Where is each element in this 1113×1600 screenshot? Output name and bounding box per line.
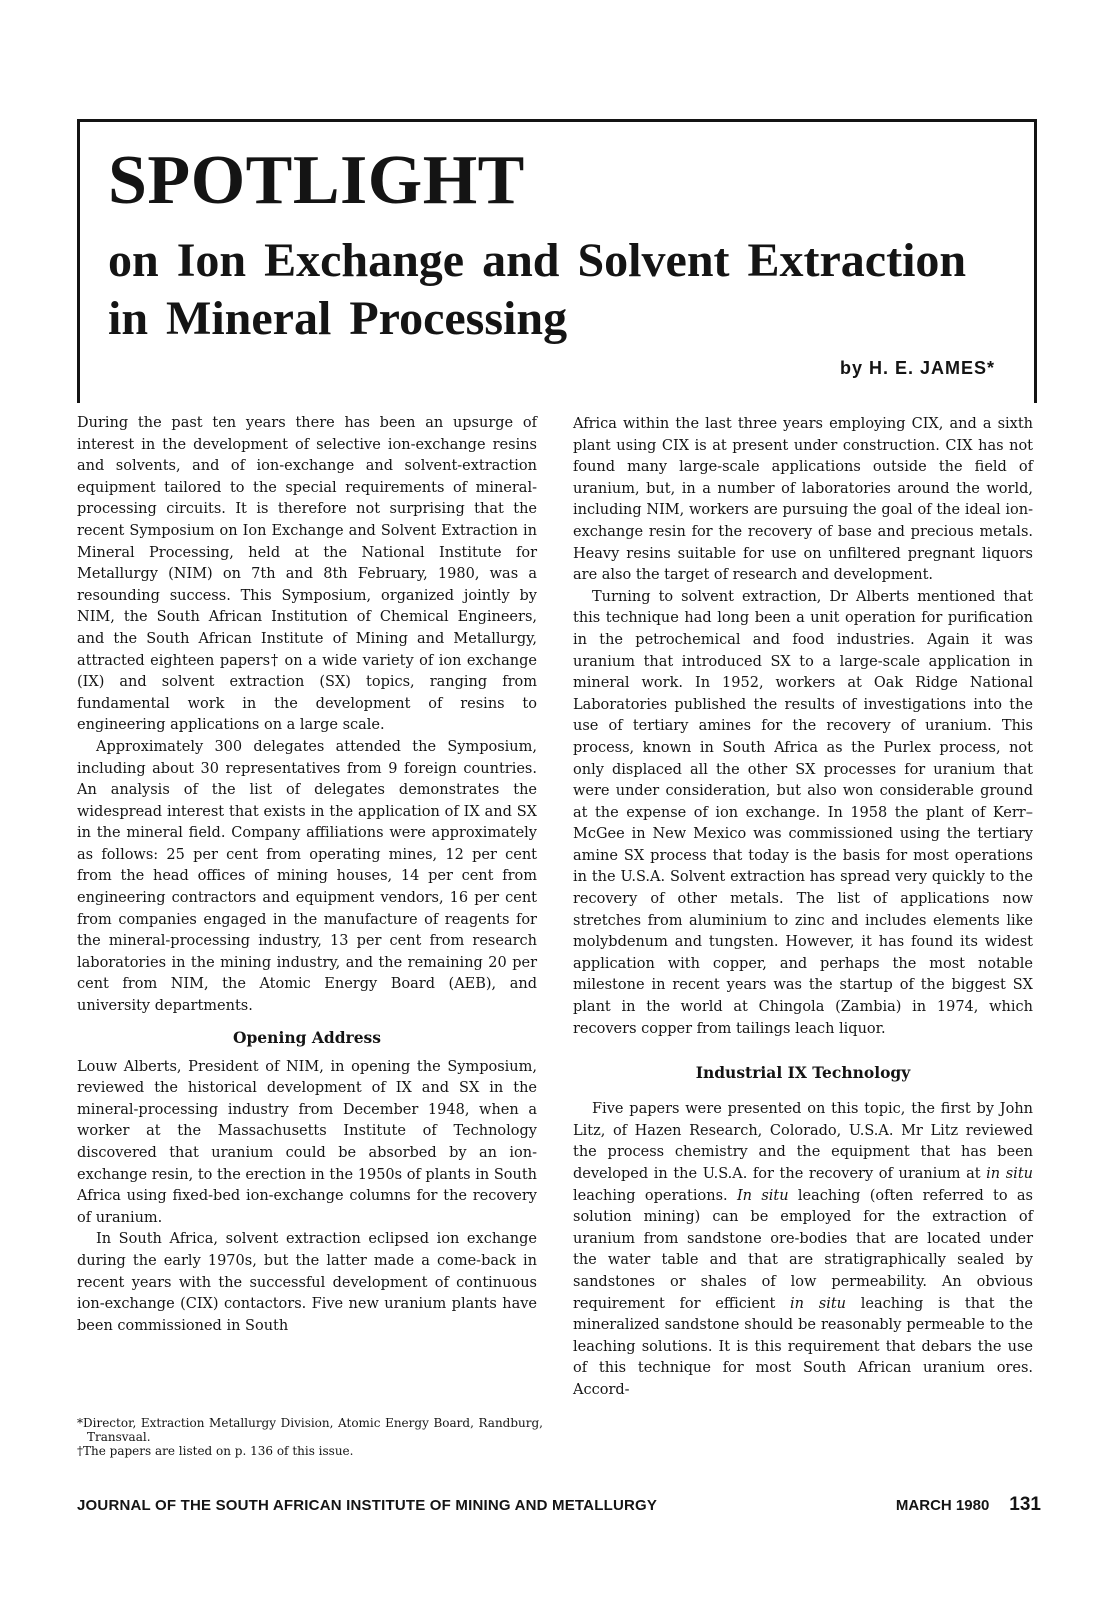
italic-term: in situ	[790, 1295, 847, 1312]
issue-date: MARCH 1980	[895, 1497, 990, 1514]
italic-term: In situ	[736, 1187, 789, 1204]
text-run: leaching operations.	[573, 1187, 737, 1204]
journal-name: JOURNAL OF THE SOUTH AFRICAN INSTITUTE OF MINING AND METALLURGY	[77, 1497, 658, 1514]
italic-term: in situ	[986, 1166, 1033, 1182]
right-column	[573, 414, 1033, 1402]
paragraph	[573, 1099, 1033, 1401]
footnote-papers: †The papers are listed on p. 136 of this issue.	[77, 1444, 354, 1458]
page-number: 131	[1009, 1494, 1041, 1515]
text-run: Five papers were presented on this topic, the first by John Litz, of Hazen Research, Colorado, U.S.A. Mr Litz reviewed the process chemistry and the equipment that has been developed in the U.S.A. for the recovery of uranium at	[573, 1101, 1033, 1182]
text-run: leaching is that the mineralized sandstone should be reasonably permeable to the leaching solutions. It is this requirement that debars the use of this technique for most South African uranium ores. Accord-	[573, 1295, 1033, 1398]
text-run: leaching (often referred to as solution mining) can be employed for the extraction of uranium from sandstone ore-bodies that are located under the water table and that are stratigraphically sealed by sandstones or shales of low permeability. An obvious requirement for efficient	[573, 1187, 1033, 1312]
footnote-author: *Director, Extraction Metallurgy Division, Atomic Energy Board, Randburg, Transvaal.	[77, 1416, 543, 1444]
article-title: on Ion Exchange and Solvent Extraction in Mineral Processing	[108, 234, 967, 345]
left-column	[77, 413, 537, 1337]
section-heading: Industrial IX Technology	[695, 1063, 911, 1083]
paragraph: Africa within the last three years employing CIX, and a sixth plant using CIX is at present under construction. CIX has not found many large-scale applications outside the field of uranium, but, in a number of laboratories around the world, including NIM, workers are pursuing the goal of the ideal ion-exchange resin for the recovery of base and precious metals. Heavy resins suitable for use on unfiltered pregnant liquors are also the target of research and development.	[573, 416, 1033, 584]
footer-issue	[896, 1494, 1041, 1516]
spotlight-kicker: SPOTLIGHT	[108, 142, 525, 219]
paragraph: Approximately 300 delegates attended the Symposium, including about 30 representatives from 9 foreign countries. An analysis of the list of delegates demonstrates the widespread interest that exists in the application of IX and SX in the mineral field. Company affiliations were approximately as follows: 25 per cent from operating mines, 12 per cent from the head offices of mining houses, 14 per cent from engineering contractors and equipment vendors, 16 per cent from companies engaged in the manufacture of reagents for the mineral-processing industry, 13 per cent from research laboratories in the mining industry, and the remaining 20 per cent from NIM, the Atomic Energy Board (AEB), and university departments.	[77, 738, 537, 1015]
paragraph: Turning to solvent extraction, Dr Alberts mentioned that this technique had long been a unit operation for purification in the petrochemical and food industries. Again it was uranium that introduced SX to a large-scale application in mineral work. In 1952, workers at Oak Ridge National Laboratories published the results of investigations into the use of tertiary amines for the recovery of uranium. This process, known in South Africa as the Purlex process, not only displaced all the other SX processes for uranium that were under consideration, but also won considerable ground at the expense of ion exchange. In 1958 the plant of Kerr–McGee in New Mexico was commissioned using the tertiary amine SX process that today is the basis for most operations in the U.S.A. Solvent extraction has spread very quickly to the recovery of other metals. The list of applications now stretches from aluminium to zinc and includes elements like molybdenum and tungsten. However, it has found its widest application with copper, and perhaps the most notable milestone in recent years was the startup of the biggest SX plant in the world at Chingola (Zambia) in 1974, which recovers copper from tailings leach liquor.	[573, 588, 1033, 1037]
author-byline: by H. E. JAMES*	[839, 358, 995, 378]
section-heading: Opening Address	[232, 1027, 382, 1047]
paragraph: Louw Alberts, President of NIM, in opening the Symposium, reviewed the historical development of IX and SX in the mineral-processing industry from December 1948, when a worker at the Massachusetts Institute of Technology discovered that uranium could be absorbed by an ion-exchange resin, to the erection in the 1950s of plants in South Africa using fixed-bed ion-exchange columns for the recovery of uranium.	[77, 1058, 537, 1226]
paragraph: In South Africa, solvent extraction eclipsed ion exchange during the early 1970s, but the latter made a come-back in recent years with the successful development of continuous ion-exchange (CIX) contactors. Five new uranium plants have been commissioned in South	[77, 1231, 537, 1334]
paragraph: During the past ten years there has been an upsurge of interest in the development of selective ion-exchange resins and solvents, and of ion-exchange and solvent-extraction equipment tailored to the special requirements of mineral-processing circuits. It is therefore not surprising that the recent Symposium on Ion Exchange and Solvent Extraction in Mineral Processing, held at the National Institute for Metallurgy (NIM) on 7th and 8th February, 1980, was a resounding success. This Symposium, organized jointly by NIM, the South African Institution of Chemical Engineers, and the South African Institute of Mining and Metallurgy, attracted eighteen papers† on a wide variety of ion exchange (IX) and solvent extraction (SX) topics, ranging from fundamental work in the development of resins to engineering applications on a large scale.	[77, 415, 537, 734]
footnotes	[77, 1416, 543, 1458]
